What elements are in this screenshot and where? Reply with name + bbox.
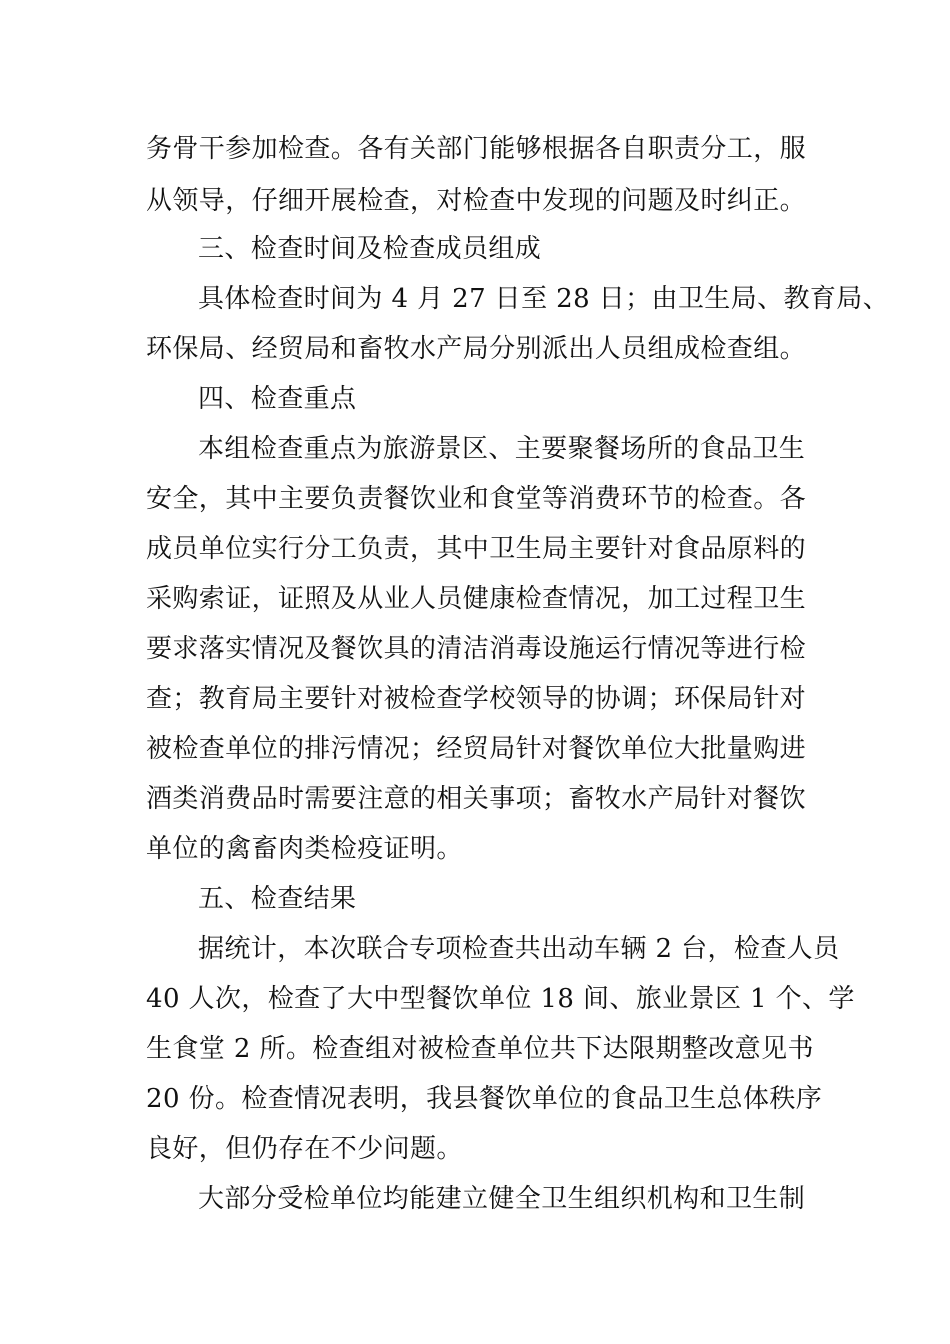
body-text-line: 从领导，仔细开展检查，对检查中发现的问题及时纠正。 bbox=[146, 186, 807, 216]
body-text-line: 成员单位实行分工负责，其中卫生局主要针对食品原料的 bbox=[146, 534, 807, 564]
body-text-line: 生食堂 2 所。检查组对被检查单位共下达限期整改意见书 bbox=[146, 1034, 814, 1064]
body-text-line: 良好，但仍存在不少问题。 bbox=[146, 1134, 463, 1164]
body-text-line: 单位的禽畜肉类检疫证明。 bbox=[146, 834, 463, 864]
paragraph-start: 大部分受检单位均能建立健全卫生组织机构和卫生制 bbox=[198, 1184, 806, 1214]
body-text-line: 采购索证，证照及从业人员健康检查情况，加工过程卫生 bbox=[146, 584, 807, 614]
body-text-line: 务骨干参加检查。各有关部门能够根据各自职责分工，服 bbox=[146, 134, 807, 164]
paragraph-start: 具体检查时间为 4 月 27 日至 28 日；由卫生局、教育局、 bbox=[198, 284, 890, 314]
body-text-line: 40 人次，检查了大中型餐饮单位 18 间、旅业景区 1 个、学 bbox=[146, 984, 855, 1014]
body-text-line: 环保局、经贸局和畜牧水产局分别派出人员组成检查组。 bbox=[146, 334, 807, 364]
body-text-line: 查；教育局主要针对被检查学校领导的协调；环保局针对 bbox=[146, 684, 807, 714]
body-text-line: 酒类消费品时需要注意的相关事项；畜牧水产局针对餐饮 bbox=[146, 784, 807, 814]
body-text-line: 安全，其中主要负责餐饮业和食堂等消费环节的检查。各 bbox=[146, 484, 807, 514]
section-heading-4: 四、检查重点 bbox=[198, 384, 357, 414]
section-heading-3: 三、检查时间及检查成员组成 bbox=[198, 234, 542, 264]
paragraph-start: 据统计，本次联合专项检查共出动车辆 2 台，检查人员 bbox=[198, 934, 840, 964]
body-text-line: 被检查单位的排污情况；经贸局针对餐饮单位大批量购进 bbox=[146, 734, 807, 764]
paragraph-start: 本组检查重点为旅游景区、主要聚餐场所的食品卫生 bbox=[198, 434, 806, 464]
body-text-line: 20 份。检查情况表明，我县餐饮单位的食品卫生总体秩序 bbox=[146, 1084, 823, 1114]
body-text-line: 要求落实情况及餐饮具的清洁消毒设施运行情况等进行检 bbox=[146, 634, 807, 664]
section-heading-5: 五、检查结果 bbox=[198, 884, 357, 914]
